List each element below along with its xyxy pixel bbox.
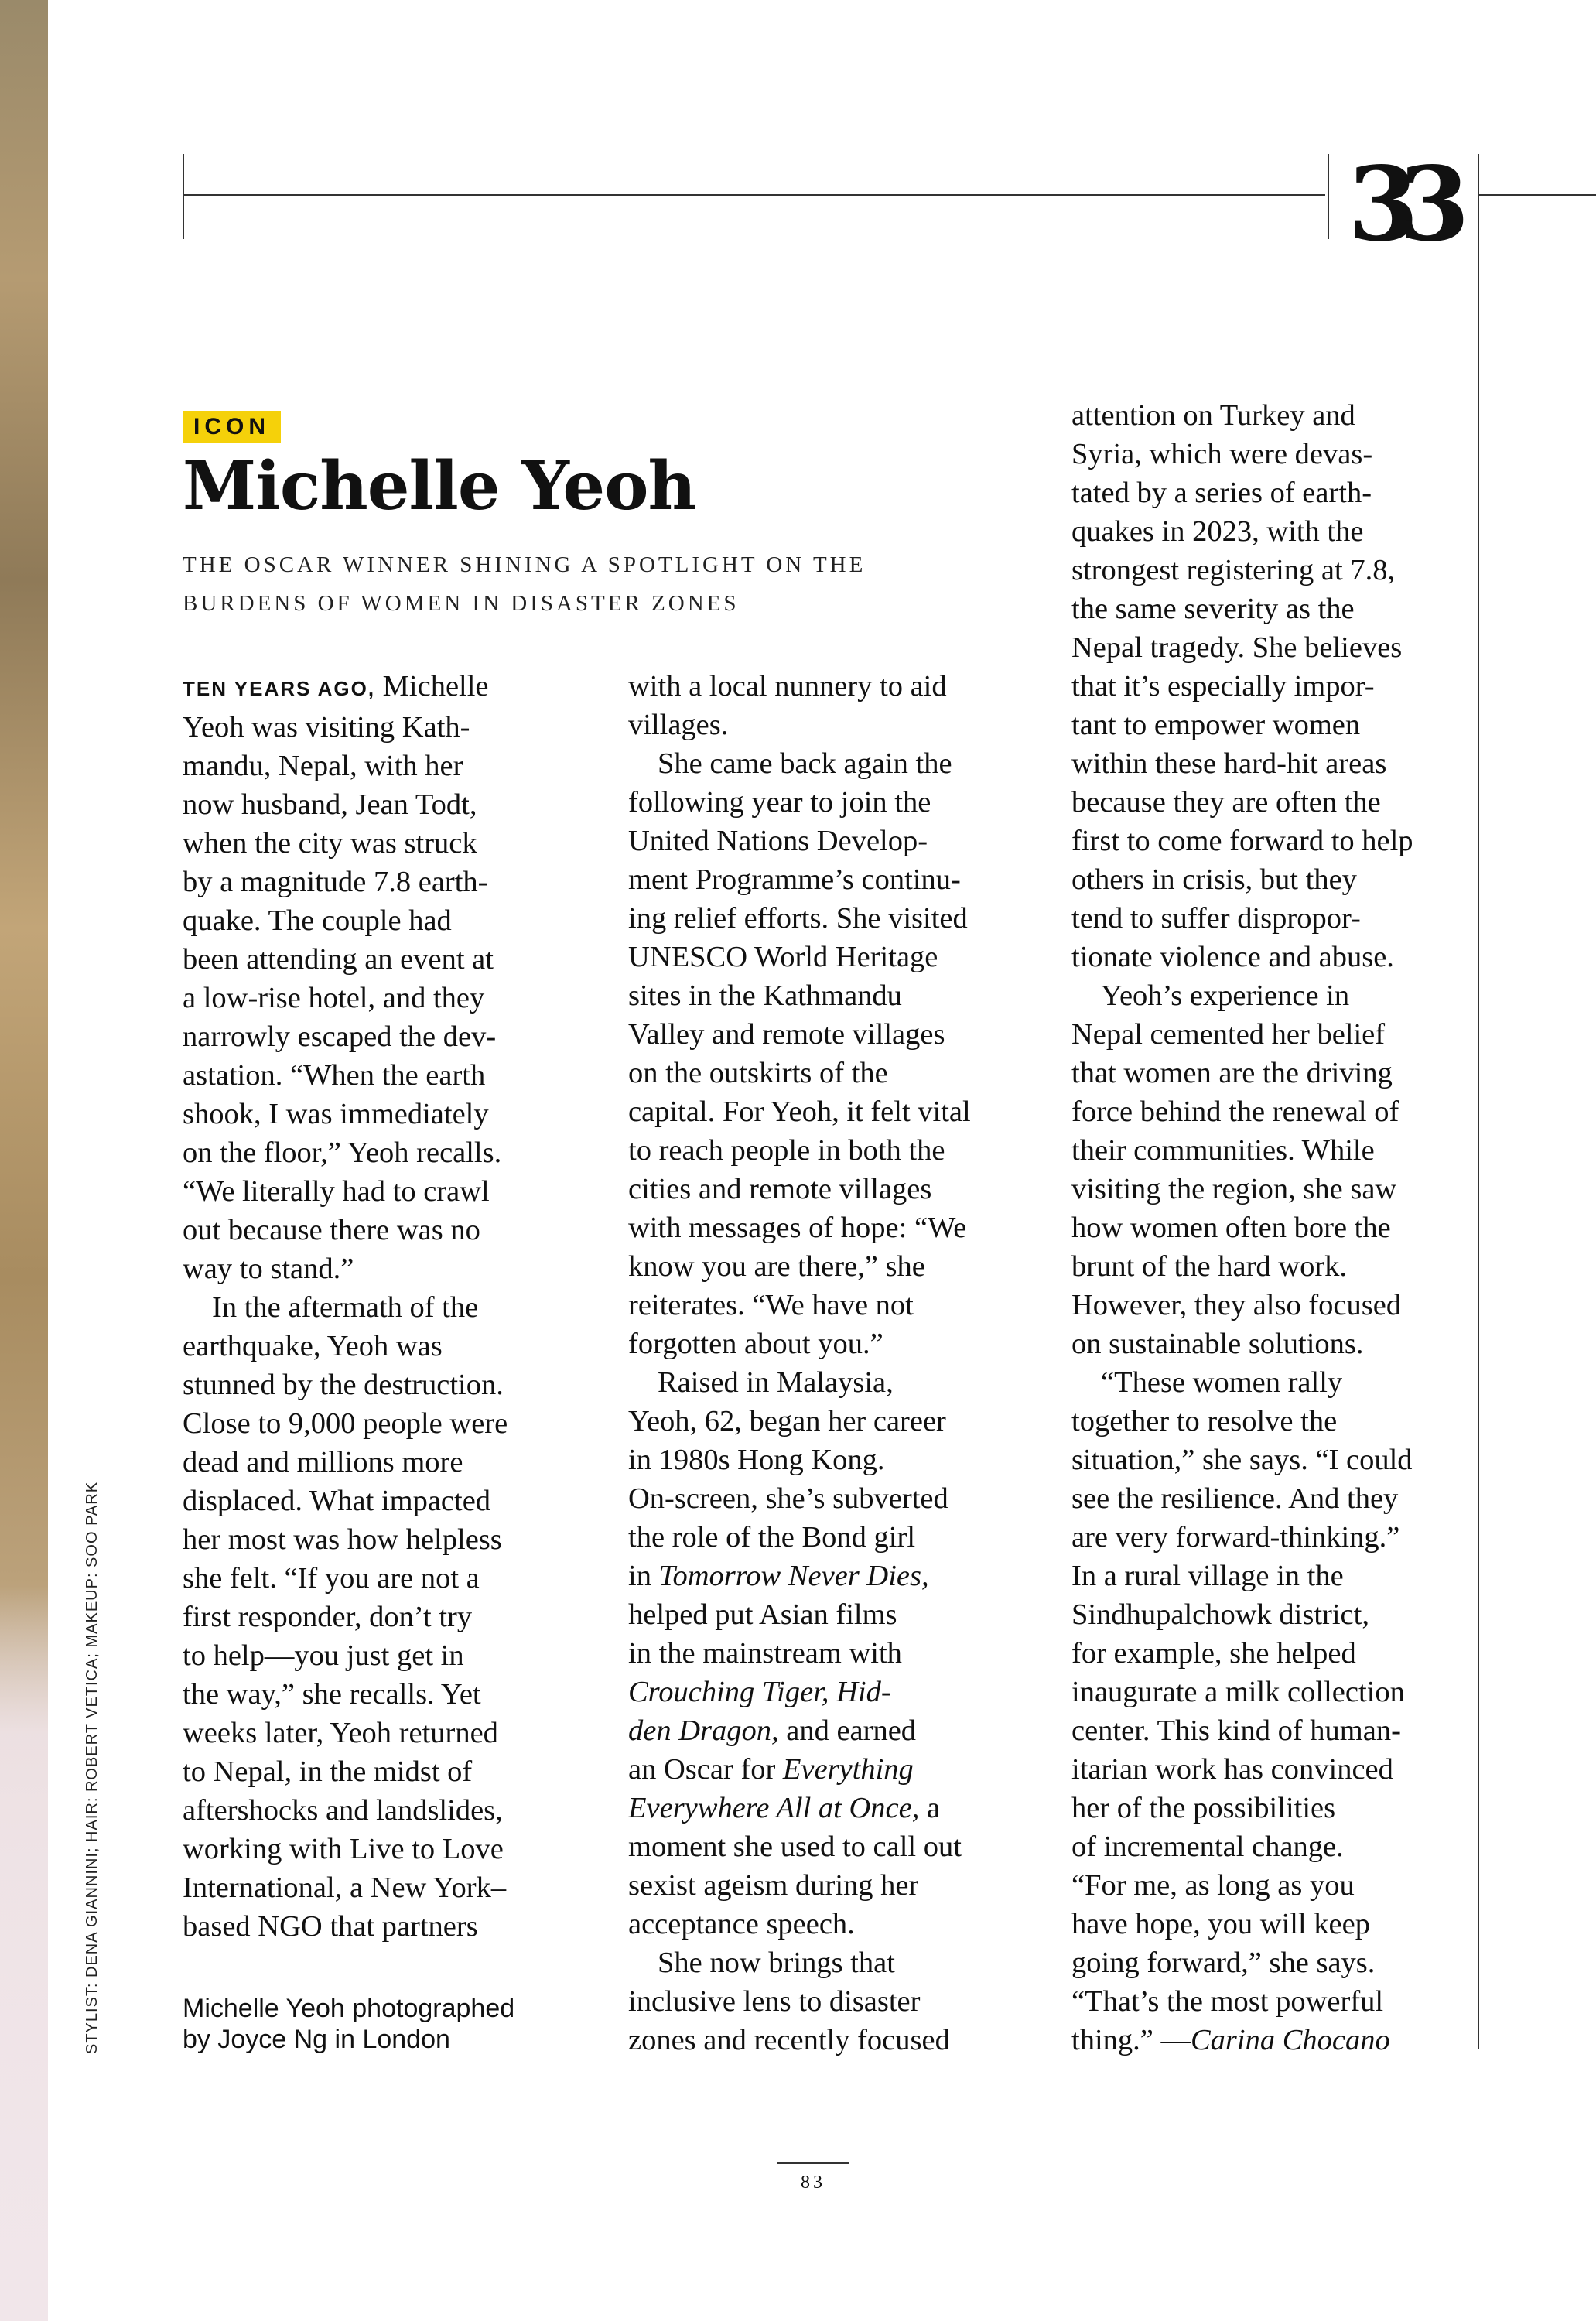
body-line: on sustainable solutions. (1071, 1328, 1364, 1360)
body-line: she felt. “If you are not a (183, 1562, 480, 1595)
body-line: inclusive lens to disaster (628, 1985, 921, 2018)
body-line: weeks later, Yeoh returned (183, 1717, 498, 1749)
logo-text: 33 (1348, 145, 1450, 254)
body-line: tionate violence and abuse. (1071, 941, 1394, 973)
cover-photo-edge (0, 0, 48, 2321)
body-line: reiterates. “We have not (628, 1289, 914, 1321)
body-line: with messages of hope: “We (628, 1212, 967, 1244)
body-line: in Tomorrow Never Dies, (628, 1560, 929, 1592)
body-line: quake. The couple had (183, 904, 452, 937)
body-line: zones and recently focused (628, 2024, 950, 2056)
body-line: forgotten about you.” (628, 1328, 883, 1360)
body-line: see the resilience. And they (1071, 1482, 1399, 1515)
body-line: Yeoh, 62, began her career (628, 1405, 946, 1437)
body-line: with a local nunnery to aid (628, 670, 947, 702)
body-line: Everywhere All at Once, a (628, 1792, 941, 1824)
body-line: itarian work has convinced (1071, 1753, 1393, 1786)
body-line: that it’s especially impor- (1071, 670, 1375, 702)
body-line: going forward,” she says. (1071, 1947, 1376, 1979)
body-line: She now brings that (658, 1947, 895, 1979)
body-line: Valley and remote villages (628, 1018, 945, 1051)
body-line: within these hard-hit areas (1071, 747, 1387, 780)
body-line: by a magnitude 7.8 earth- (183, 866, 488, 898)
body-line: capital. For Yeoh, it felt vital (628, 1096, 971, 1128)
body-line: stunned by the destruction. (183, 1369, 504, 1401)
body-line: mandu, Nepal, with her (183, 750, 463, 782)
body-line: center. This kind of human- (1071, 1714, 1401, 1747)
body-line: in 1980s Hong Kong. (628, 1444, 885, 1476)
body-line: their communities. While (1071, 1134, 1375, 1167)
body-line: working with Live to Love (183, 1833, 504, 1865)
body-line: tant to empower women (1071, 709, 1361, 741)
body-line: Crouching Tiger, Hid- (628, 1676, 891, 1708)
section-kicker: ICON (183, 411, 281, 443)
body-line: out because there was no (183, 1214, 480, 1246)
body-line: Yeoh was visiting Kath- (183, 711, 470, 743)
body-line: Raised in Malaysia, (658, 1366, 894, 1399)
right-margin-rule (1478, 154, 1479, 2049)
body-line: are very forward-thinking.” (1071, 1521, 1400, 1554)
photo-credit: STYLIST: DENA GIANNINI; HAIR: ROBERT VETICA; MAKEUP: SOO PARK (84, 1481, 101, 2054)
body-line: visiting the region, she saw (1071, 1173, 1397, 1205)
body-column-1 (183, 667, 569, 1946)
body-line: know you are there,” she (628, 1250, 925, 1283)
body-line: “That’s the most powerful (1071, 1985, 1384, 2018)
article-dek (183, 545, 941, 623)
body-line: quakes in 2023, with the (1071, 515, 1364, 548)
body-line: based NGO that partners (183, 1910, 478, 1943)
body-line: Nepal cemented her belief (1071, 1018, 1386, 1051)
body-line: her most was how helpless (183, 1523, 502, 1556)
body-line: that women are the driving (1071, 1057, 1393, 1089)
body-line: In the aftermath of the (212, 1291, 479, 1324)
folio-rule (777, 2162, 849, 2164)
body-line: tated by a series of earth- (1071, 477, 1372, 509)
article-title: Michelle Yeoh (183, 447, 695, 525)
body-line: thing.” —Carina Chocano (1071, 2024, 1390, 2056)
body-line: She came back again the (658, 747, 952, 780)
body-line: “We literally had to crawl (183, 1175, 490, 1208)
body-line: den Dragon, and earned (628, 1714, 917, 1747)
body-line: attention on Turkey and (1071, 399, 1355, 432)
body-line: in the mainstream with (628, 1637, 902, 1670)
header-rule-tick-mid (1328, 154, 1329, 239)
body-line: In a rural village in the (1071, 1560, 1344, 1592)
body-line: when the city was struck (183, 827, 477, 860)
body-line: first to come forward to help (1071, 825, 1413, 857)
byline: Carina Chocano (1190, 2024, 1390, 2056)
body-line: helped put Asian films (628, 1598, 897, 1631)
body-line: inaugurate a milk collection (1071, 1676, 1405, 1708)
body-line: “These women rally (1101, 1366, 1343, 1399)
body-line: Nepal tragedy. She believes (1071, 631, 1403, 664)
body-line: narrowly escaped the dev- (183, 1020, 497, 1053)
body-line: United Nations Develop- (628, 825, 928, 857)
body-line: the way,” she recalls. Yet (183, 1678, 481, 1711)
body-line: a low-rise hotel, and they (183, 982, 485, 1014)
body-line: have hope, you will keep (1071, 1908, 1370, 1940)
body-line: tend to suffer dispropor- (1071, 902, 1361, 935)
body-line: dead and millions more (183, 1446, 463, 1478)
body-line: Close to 9,000 people were (183, 1407, 508, 1440)
dek-line: BURDENS OF WOMEN IN DISASTER ZONES (183, 591, 740, 616)
header-rule-tick-left (183, 154, 184, 239)
body-line: Sindhupalchowk district, (1071, 1598, 1369, 1631)
body-line: UNESCO World Heritage (628, 941, 938, 973)
body-line: sites in the Kathmandu (628, 979, 902, 1012)
body-line: On-screen, she’s subverted (628, 1482, 948, 1515)
body-line: situation,” she says. “I could (1071, 1444, 1413, 1476)
body-line: on the outskirts of the (628, 1057, 888, 1089)
lead-in: TEN YEARS AGO, (183, 677, 376, 700)
body-line: the role of the Bond girl (628, 1521, 916, 1554)
photo-caption (183, 1993, 554, 2055)
body-line: on the floor,” Yeoh recalls. (183, 1137, 502, 1169)
body-line: others in crisis, but they (1071, 863, 1357, 896)
body-line: Syria, which were devas- (1071, 438, 1373, 470)
page-number: 83 (801, 2172, 825, 2193)
body-line: for example, she helped (1071, 1637, 1356, 1670)
body-line: to reach people in both the (628, 1134, 945, 1167)
body-line: moment she used to call out (628, 1830, 962, 1863)
body-line: together to resolve the (1071, 1405, 1338, 1437)
body-line: her of the possibilities (1071, 1792, 1336, 1824)
body-line: International, a New York– (183, 1871, 507, 1904)
body-line: of incremental change. (1071, 1830, 1344, 1863)
body-line: how women often bore the (1071, 1212, 1391, 1244)
body-line: cities and remote villages (628, 1173, 932, 1205)
body-line: an Oscar for Everything (628, 1753, 914, 1786)
header-rule (183, 194, 1325, 196)
body-line: aftershocks and landslides, (183, 1794, 503, 1827)
body-line: However, they also focused (1071, 1289, 1402, 1321)
body-line: sexist ageism during her (628, 1869, 919, 1902)
body-line: first responder, don’t try (183, 1601, 473, 1633)
body-line: the same severity as the (1071, 593, 1355, 625)
body-line: TEN YEARS AGO, Michelle (183, 670, 489, 702)
body-line: following year to join the (628, 786, 931, 819)
body-line: villages. (628, 709, 729, 741)
body-line: ment Programme’s continu- (628, 863, 961, 896)
body-line: shook, I was immediately (183, 1098, 489, 1130)
body-line: brunt of the hard work. (1071, 1250, 1348, 1283)
body-line: because they are often the (1071, 786, 1381, 819)
caption-line: Michelle Yeoh photographed (183, 1994, 515, 2023)
body-column-3 (1071, 396, 1474, 2060)
body-column-2 (628, 667, 1015, 2060)
caption-line: by Joyce Ng in London (183, 2025, 450, 2054)
body-line: force behind the renewal of (1071, 1096, 1399, 1128)
body-line: ing relief efforts. She visited (628, 902, 968, 935)
body-line: to Nepal, in the midst of (183, 1755, 473, 1788)
body-line: astation. “When the earth (183, 1059, 486, 1092)
body-line: to help—you just get in (183, 1639, 464, 1672)
body-line: displaced. What impacted (183, 1485, 491, 1517)
header-rule-right (1479, 194, 1596, 196)
body-line: strongest registering at 7.8, (1071, 554, 1396, 586)
body-line: now husband, Jean Todt, (183, 788, 477, 821)
body-line: earthquake, Yeoh was (183, 1330, 443, 1362)
body-line: Yeoh’s experience in (1101, 979, 1350, 1012)
body-line: “For me, as long as you (1071, 1869, 1355, 1902)
body-line: way to stand.” (183, 1253, 354, 1285)
section-logo (1346, 145, 1470, 254)
body-line: acceptance speech. (628, 1908, 855, 1940)
dek-line: THE OSCAR WINNER SHINING A SPOTLIGHT ON THE (183, 552, 866, 577)
body-line: been attending an event at (183, 943, 494, 976)
